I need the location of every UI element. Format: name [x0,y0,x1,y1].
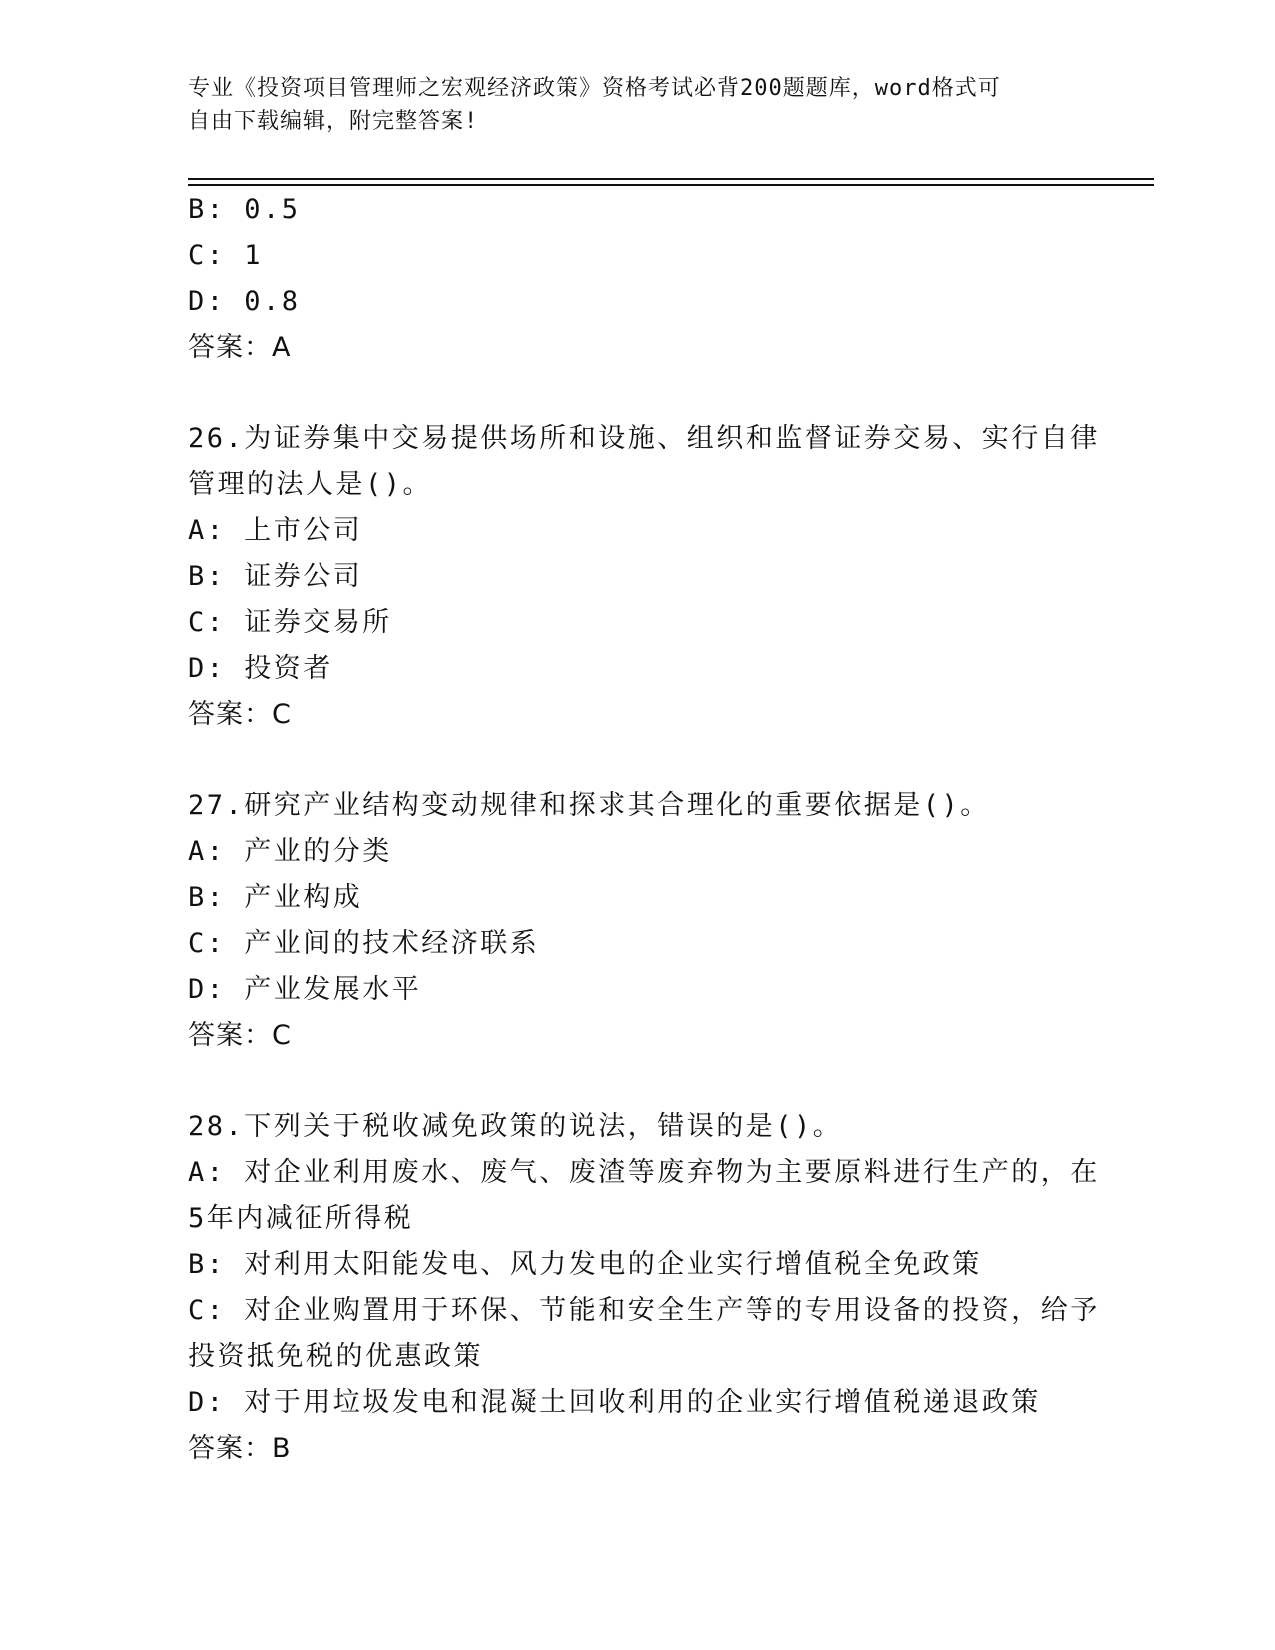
q26-question-line-2: 管理的法人是()。 [188,469,433,500]
q26-question-line-1: 26.为证券集中交易提供场所和设施、组织和监督证券交易、实行自律 [188,423,1100,454]
spacer [188,1059,1088,1104]
q27-answer: 答案：C [188,1020,292,1051]
q27-question-line-1: 27.研究产业结构变动规律和探求其合理化的重要依据是()。 [188,790,990,821]
question-26-block [188,416,1100,738]
header-line-1: 专业《投资项目管理师之宏观经济政策》资格考试必背200题题库，word格式可 [188,76,1001,101]
q28-answer: 答案：B [188,1433,292,1464]
document-body [188,187,1100,1472]
question-28-block [188,1104,1100,1472]
question-25-block [188,187,1088,371]
q28-option-b: B: 对利用太阳能发电、风力发电的企业实行增值税全免政策 [188,1249,982,1280]
q25-option-d: D: 0.8 [188,286,301,317]
q26-option-c: C: 证券交易所 [188,607,392,638]
q26-option-a: A: 上市公司 [188,515,363,546]
q28-option-c-line-2: 投资抵免税的优惠政策 [188,1341,483,1372]
q27-option-b: B: 产业构成 [188,882,363,913]
header-line-2: 自由下载编辑，附完整答案! [188,109,479,134]
spacer [188,738,1088,783]
header-divider-bottom [188,184,1154,186]
q27-option-d: D: 产业发展水平 [188,974,422,1005]
q27-option-a: A: 产业的分类 [188,836,392,867]
q26-option-d: D: 投资者 [188,653,333,684]
q28-option-a-line-2: 5年内减征所得税 [188,1203,414,1234]
question-27-block [188,783,1088,1059]
q25-answer: 答案：A [188,332,292,363]
q26-option-b: B: 证券公司 [188,561,363,592]
q28-option-a-line-1: A: 对企业利用废水、废气、废渣等废弃物为主要原料进行生产的，在 [188,1157,1100,1188]
header-divider-top [188,178,1154,180]
q25-option-c: C: 1 [188,240,264,271]
document-header [188,72,1068,138]
q28-option-c-line-1: C: 对企业购置用于环保、节能和安全生产等的专用设备的投资，给予 [188,1295,1100,1326]
q28-question-line-1: 28.下列关于税收减免政策的说法，错误的是()。 [188,1111,843,1142]
q26-answer: 答案：C [188,699,292,730]
q27-option-c: C: 产业间的技术经济联系 [188,928,540,959]
q28-option-d: D: 对于用垃圾发电和混凝土回收利用的企业实行增值税递退政策 [188,1387,1041,1418]
spacer [188,371,1088,416]
q25-option-b: B: 0.5 [188,194,301,225]
